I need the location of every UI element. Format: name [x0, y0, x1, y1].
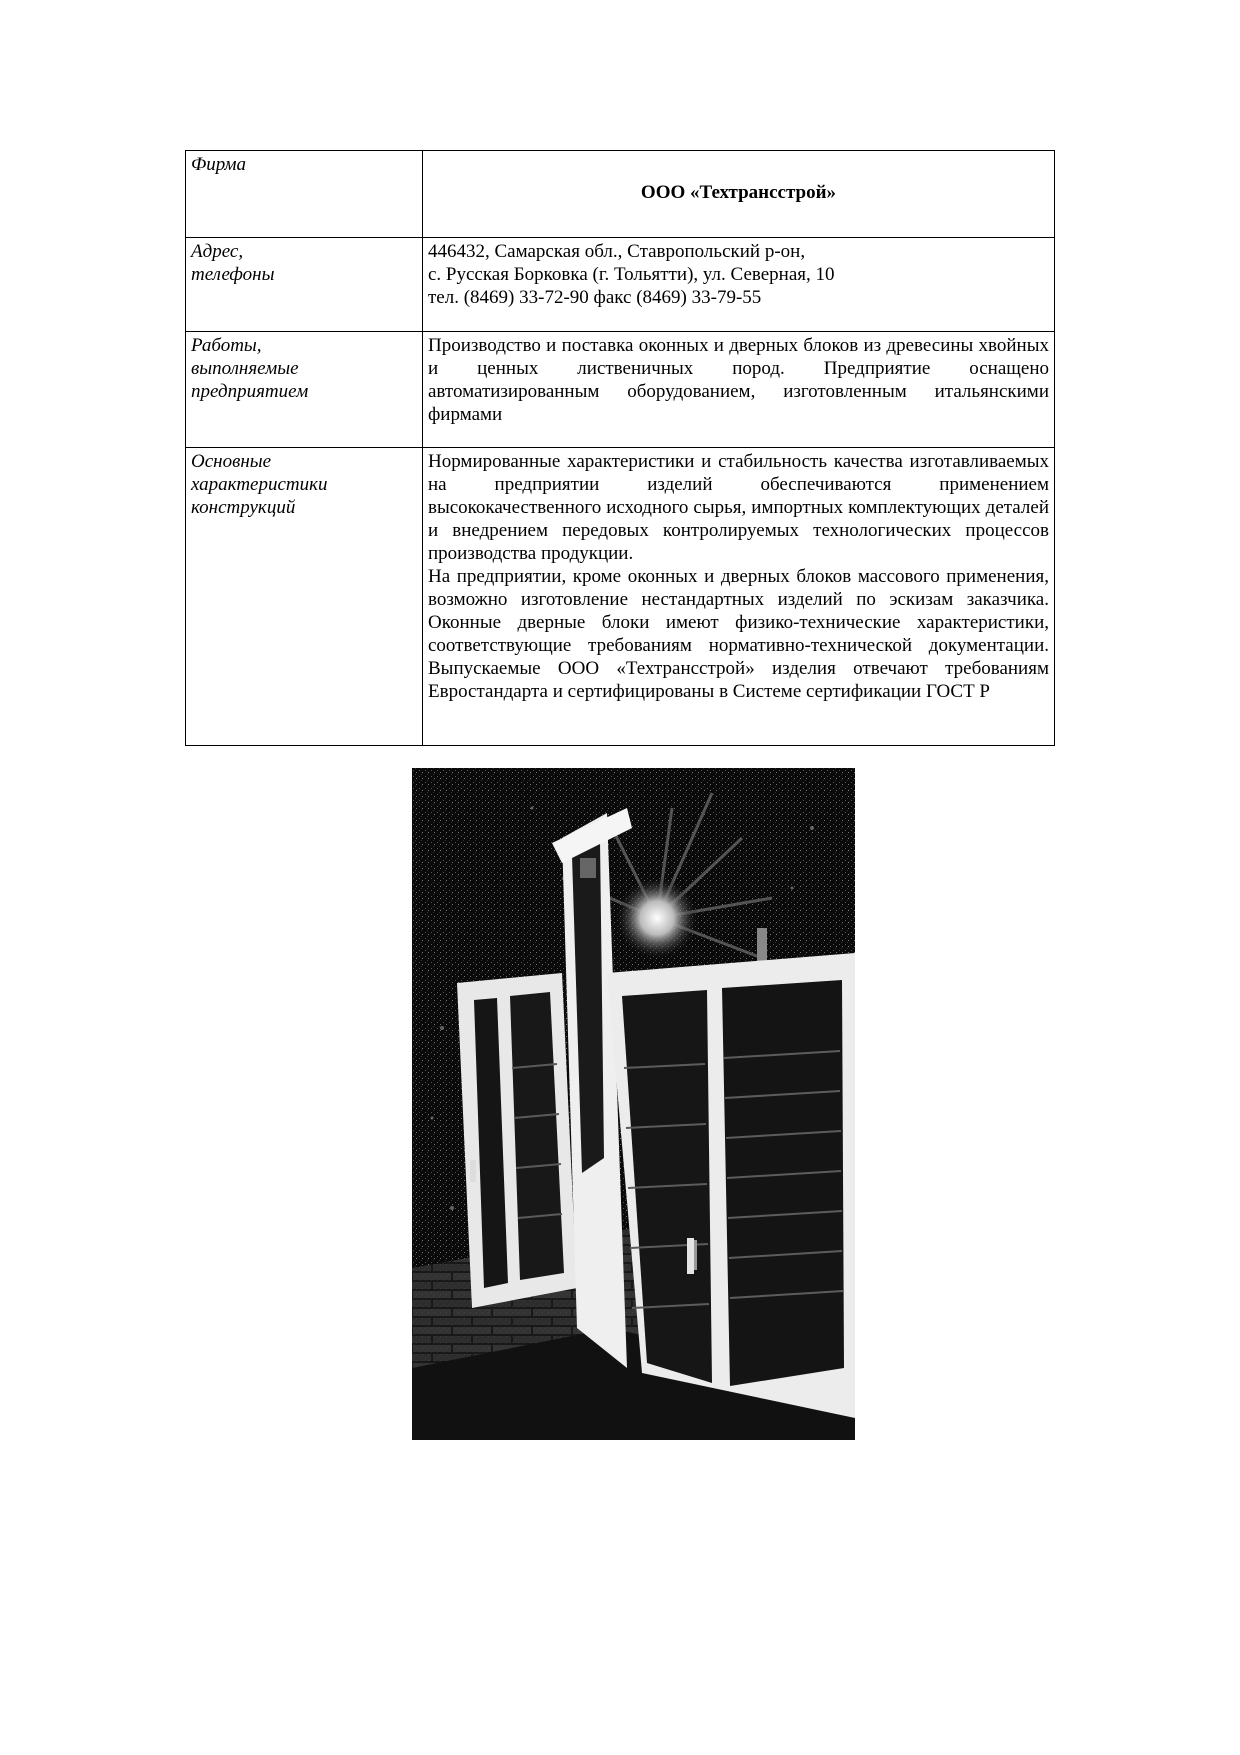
company-info-table	[185, 150, 1055, 746]
label-line: Работы,	[191, 335, 262, 356]
phone-line: тел. (8469) 33-72-90 факс (8469) 33-79-55	[428, 287, 762, 308]
address-line: с. Русская Борковка (г. Тольятти), ул. Северная, 10	[428, 264, 835, 285]
label-address	[186, 238, 423, 332]
label-line: характеристики	[191, 474, 328, 495]
table-row-works	[186, 332, 1055, 448]
label-line: выполняемые	[191, 358, 299, 379]
label-works	[186, 332, 423, 448]
left-window-frame	[457, 973, 577, 1308]
label-characteristics	[186, 448, 423, 746]
table-row-characteristics	[186, 448, 1055, 746]
window-blocks-photo	[412, 768, 855, 1440]
label-line: Основные	[191, 451, 272, 472]
label-line: конструкций	[191, 497, 296, 518]
label-line: телефоны	[191, 264, 275, 285]
characteristics-value	[423, 448, 1055, 746]
characteristics-paragraph: На предприятии, кроме оконных и дверных блоков массового применения, возможно изготовление нестандартных изделий по эскизам заказчика. Оконные дверные блоки имеют физико-технические характеристики, соответствующие требованиям нормативно-технической документации. Выпускаемые ООО «Техтрансстрой» изделия отвечают требованиям Евростандарта и сертифицированы в Системе сертификации ГОСТ Р	[428, 566, 1049, 702]
label-firm	[186, 151, 423, 238]
address-value	[423, 238, 1055, 332]
works-value: Производство и поставка оконных и дверных блоков из древесины хвойных и ценных лиственичных пород. Предприятие оснащено автоматизированным оборудованием, изготовленным итальянскими фирмами	[423, 332, 1055, 448]
table-row-address	[186, 238, 1055, 332]
right-window-frame	[607, 953, 855, 1418]
characteristics-paragraph: Нормированные характеристики и стабильность качества изготавливаемых на предприятии изделий обеспечиваются применением высококачественного исходного сырья, импортных комплектующих деталей и внедрением передовых контролируемых технологических процессов производства продукции.	[428, 451, 1049, 564]
label-line: Адрес,	[191, 241, 244, 262]
photo-drawing	[412, 768, 855, 1440]
table-row-firm	[186, 151, 1055, 238]
address-line: 446432, Самарская обл., Ставропольский р-он,	[428, 241, 806, 262]
firm-name: ООО «Техтрансстрой»	[423, 151, 1055, 238]
label-line: предприятием	[191, 381, 309, 402]
label-line: Фирма	[191, 154, 246, 175]
